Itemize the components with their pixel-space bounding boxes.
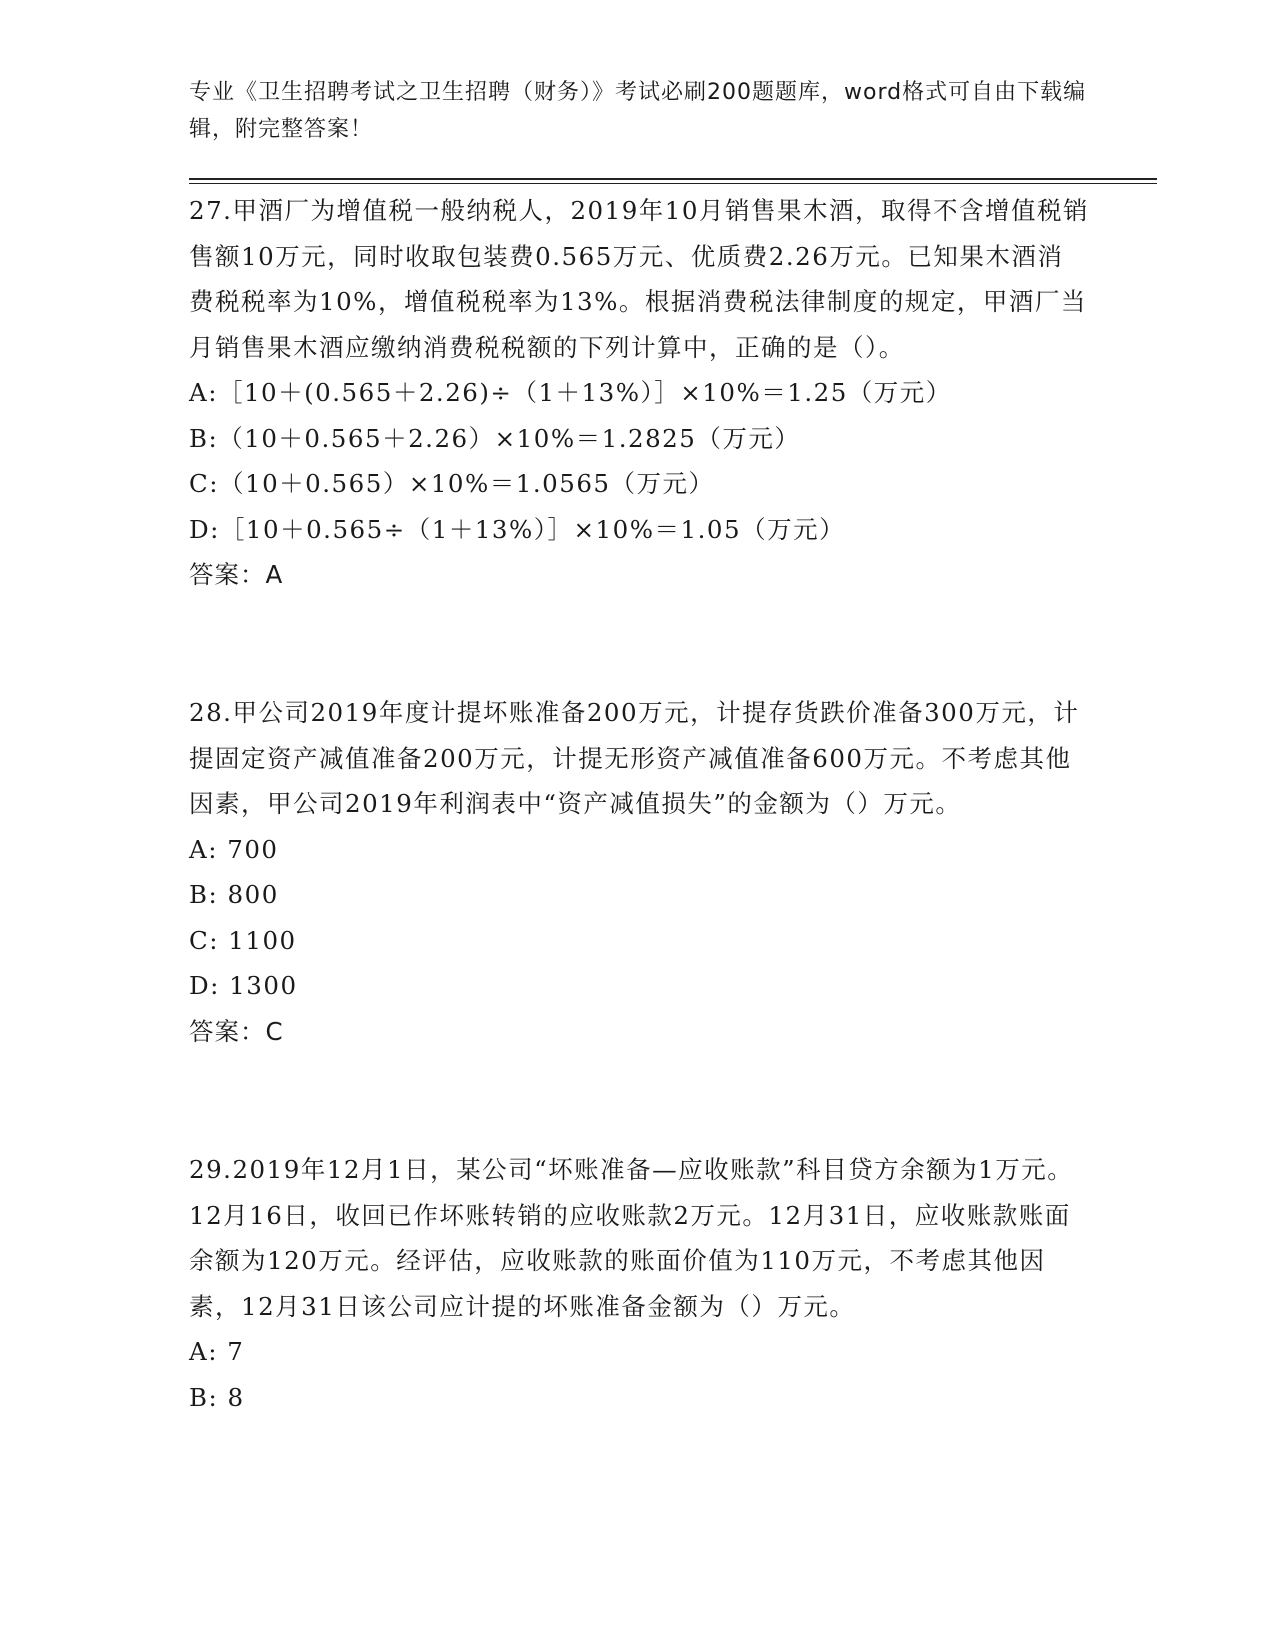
question-28-option-a: A: 700 (189, 834, 279, 864)
question-28-answer: 答案：C (189, 1016, 284, 1046)
question-28-option-c: C: 1100 (189, 925, 297, 955)
question-27-option-c: C:（10＋0.565）×10%＝1.0565（万元） (189, 469, 715, 498)
document-header (189, 74, 1089, 148)
header-rule-thin (189, 183, 1157, 184)
question-28-text: 28.甲公司2019年度计提坏账准备200万元，计提存货跌价准备300万元，计提固定资产减值准备200万元，计提无形资产减值准备600万元。不考虑其他因素，甲公司2019年利润表中“资产减值损失”的金额为（）万元。 (189, 698, 1080, 818)
question-27-text: 27.甲酒厂为增值税一般纳税人，2019年10月销售果木酒，取得不含增值税销售额10万元，同时收取包装费0.565万元、优质费2.26万元。已知果木酒消费税税率为10%，增值税税率为13%。根据消费税法律制度的规定，甲酒厂当月销售果木酒应缴纳消费税税额的下列计算中，正确的是（）。 (189, 196, 1089, 362)
question-28-option-b: B: 800 (189, 880, 279, 909)
question-28-option-d: D: 1300 (189, 971, 298, 1000)
question-29 (189, 1147, 1089, 1420)
question-27-option-b: B:（10＋0.565＋2.26）×10%＝1.2825（万元） (189, 423, 801, 453)
question-27 (189, 188, 1089, 598)
question-28 (189, 690, 1089, 1054)
header-rule-thick (189, 178, 1157, 180)
question-29-option-b: B: 8 (189, 1382, 245, 1412)
question-29-text: 29.2019年12月1日，某公司“坏账准备—应收账款”科目贷方余额为1万元。12月16日，收回已作坏账转销的应收账款2万元。12月31日，应收账款账面余额为120万元。经评估，应收账款的账面价值为110万元，不考虑其他因素，12月31日该公司应计提的坏账准备金额为（）万元。 (189, 1155, 1074, 1321)
question-29-option-a: A: 7 (189, 1337, 245, 1366)
question-27-option-d: D:［10＋0.565÷（1＋13%）］×10%＝1.05（万元） (189, 514, 846, 544)
question-27-option-a: A:［10＋(0.565＋2.26)÷（1＋13%）］×10%＝1.25（万元） (189, 378, 952, 407)
header-text: 专业《卫生招聘考试之卫生招聘（财务）》考试必刷200题题库，word格式可自由下载编辑，附完整答案！ (189, 80, 1087, 142)
question-27-answer: 答案：A (189, 560, 284, 589)
